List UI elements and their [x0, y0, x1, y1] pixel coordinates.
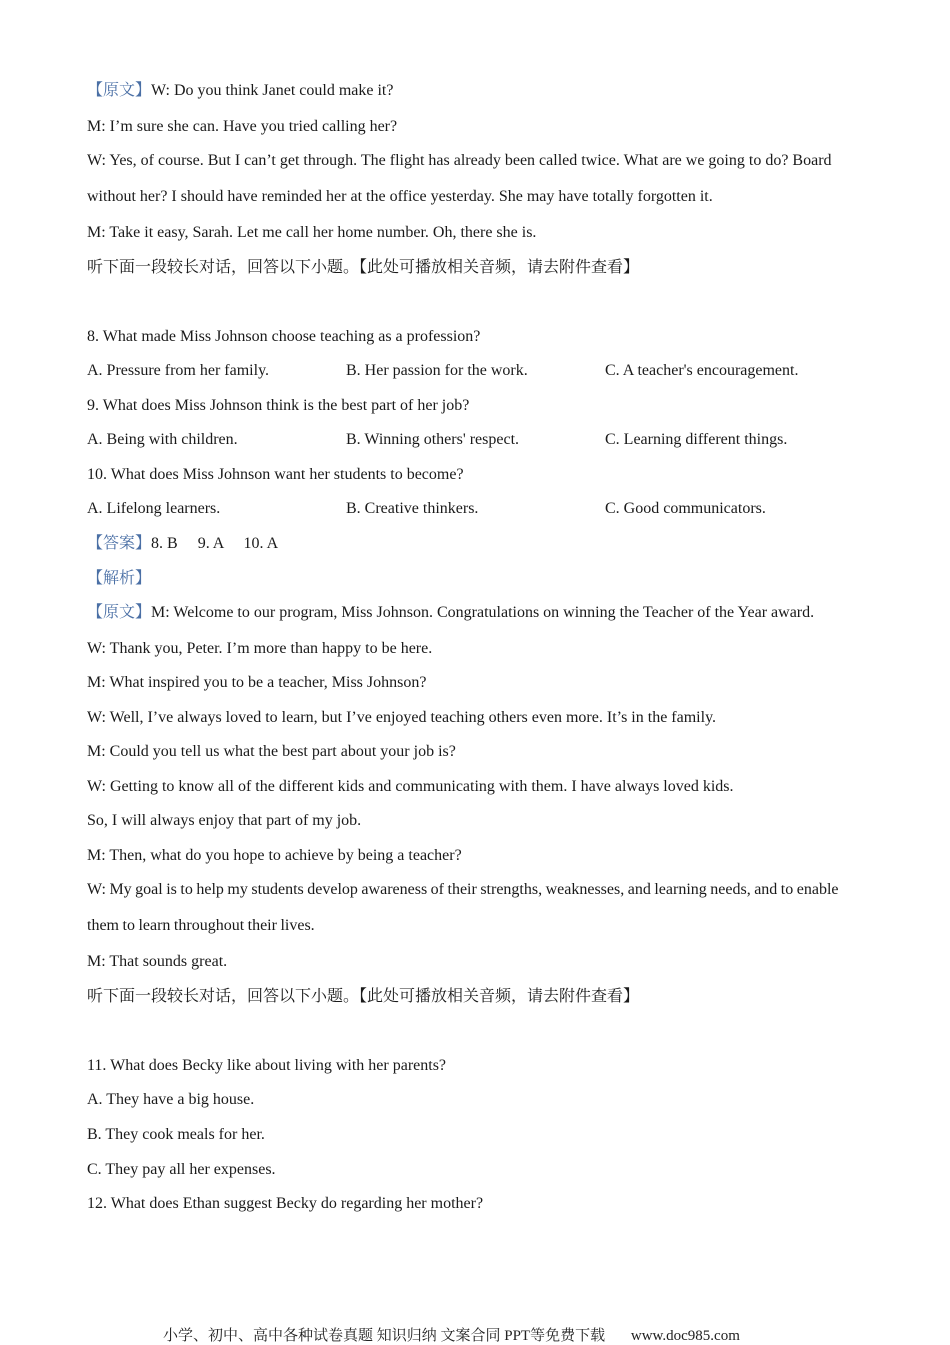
option-b: B. Winning others' respect. [346, 431, 520, 448]
transcript-line: M: Could you tell us what the best part about your job is? [87, 743, 456, 760]
page-footer [163, 1324, 746, 1345]
transcript-line: M: Then, what do you hope to achieve by being a teacher? [87, 847, 462, 864]
transcript-line: M: That sounds great. [87, 953, 228, 970]
question-stem: 8. What made Miss Johnson choose teaching as a profession? [87, 328, 481, 345]
answer-line [87, 534, 278, 554]
transcript-line: M: What inspired you to be a teacher, Miss Johnson? [87, 674, 427, 691]
option-a: A. Lifelong learners. [87, 500, 221, 517]
option-a: A. Being with children. [87, 431, 238, 448]
option-a: A. They have a big house. [87, 1091, 255, 1108]
option-a: A. Pressure from her family. [87, 362, 270, 379]
option-b: B. Creative thinkers. [346, 500, 479, 517]
answer-text: 8. B 9. A 10. A [151, 535, 279, 552]
option-c: C. A teacher's encouragement. [605, 362, 799, 379]
footer-link[interactable]: www.doc985.com [630, 1328, 740, 1344]
transcript-line: So, I will always enjoy that part of my job. [87, 812, 362, 829]
original-tag: 【原文】 [87, 604, 152, 621]
option-b: B. Her passion for the work. [346, 362, 528, 379]
question-stem: 10. What does Miss Johnson want her students to become? [87, 466, 464, 483]
transcript-line: M: Take it easy, Sarah. Let me call her home number. Oh, there she is. [87, 224, 537, 241]
question-stem: 9. What does Miss Johnson think is the best part of her job? [87, 397, 470, 414]
audio-instruction: 听下面一段较长对话，回答以下小题。【此处可播放相关音频，请去附件查看】 [87, 259, 640, 276]
option-b: B. They cook meals for her. [87, 1126, 265, 1143]
answer-tag: 【答案】 [87, 535, 152, 552]
transcript-line: 【原文】M: Welcome to our program, Miss Johnson. Congratulations on winning the Teacher of the Year award. [87, 604, 815, 621]
option-c: C. Good communicators. [605, 500, 766, 517]
original-tag: 【原文】 [87, 82, 152, 99]
transcript-line: W: Getting to know all of the different kids and communicating with them. I have always loved kids. [87, 778, 734, 795]
analysis-tag: 【解析】 [87, 570, 152, 587]
footer-text: 小学、初中、高中各种试卷真题 知识归纳 文案合同 PPT等免费下载 [163, 1328, 606, 1344]
transcript-line: W: Yes, of course. But I can’t get through. The flight has already been called twice. What are we going to do? Board without her? I should have reminded her at the office yesterday. She may have totally forgotten it. [87, 152, 832, 205]
question-stem: 12. What does Ethan suggest Becky do regarding her mother? [87, 1195, 484, 1212]
transcript-line: W: Thank you, Peter. I’m more than happy to be here. [87, 640, 433, 657]
question-stem: 11. What does Becky like about living with her parents? [87, 1057, 447, 1074]
transcript-line: W: Well, I’ve always loved to learn, but I’ve enjoyed teaching others even more. It’s in the family. [87, 709, 717, 726]
transcript-line: 【原文】W: Do you think Janet could make it? [87, 82, 394, 99]
transcript-line: W: My goal is to help my students develop awareness of their strengths, weaknesses, and learning needs, and to enable them to learn throughout their lives. [87, 881, 839, 934]
transcript-line: M: I’m sure she can. Have you tried calling her? [87, 118, 398, 135]
audio-instruction: 听下面一段较长对话，回答以下小题。【此处可播放相关音频，请去附件查看】 [87, 988, 640, 1005]
option-c: C. Learning different things. [605, 431, 788, 448]
option-c: C. They pay all her expenses. [87, 1161, 276, 1178]
